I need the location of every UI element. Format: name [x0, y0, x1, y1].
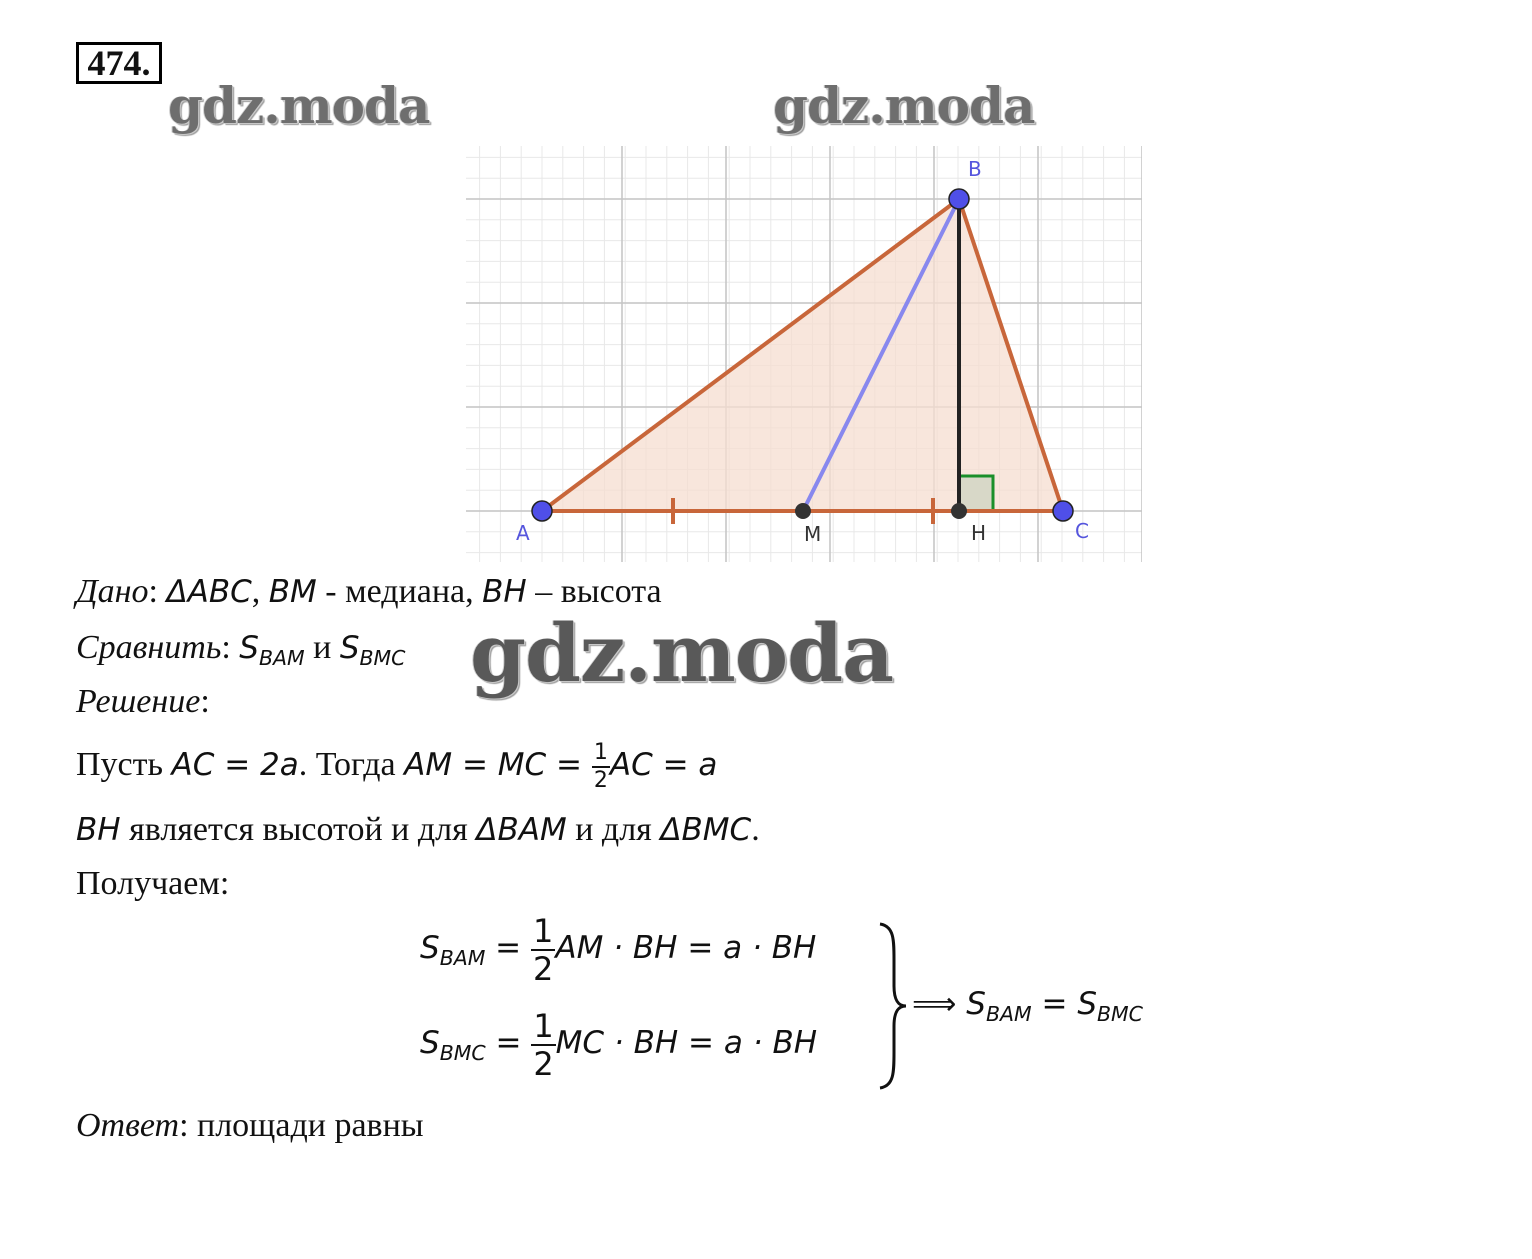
given-median-seg: BM: [268, 574, 317, 610]
right-brace: [872, 920, 912, 1092]
area-bam: $S_{BAM}$: [239, 630, 305, 671]
compare-conj: и: [304, 629, 340, 666]
point-a: [532, 501, 552, 521]
eq-half-ac: AC = a: [609, 746, 718, 783]
compare-line: [76, 628, 405, 678]
height-line: [76, 810, 760, 850]
result-equation: ⟹ $S_{BAM} = S_{BMC}$: [912, 986, 1143, 1027]
solution-colon: :: [200, 683, 210, 720]
problem-number: 474.: [76, 42, 162, 84]
triangle-diagram: [466, 146, 1142, 562]
let-line: [76, 742, 717, 792]
compare-colon: :: [221, 629, 240, 666]
given-height-text: – высота: [526, 573, 662, 610]
label-b: B: [968, 157, 982, 181]
given-label: Дано: [76, 573, 149, 610]
answer-label: Ответ: [76, 1107, 180, 1144]
triangle-bam: ΔBAM: [476, 812, 567, 848]
solution-label: Решение: [76, 683, 201, 720]
label-a: A: [516, 521, 530, 545]
answer-colon: :: [179, 1107, 198, 1144]
compare-label: Сравнить: [76, 629, 222, 666]
triangle-bmc: ΔBMC: [660, 812, 752, 848]
point-b: [949, 189, 969, 209]
triangle-fill: [542, 199, 1063, 511]
fraction-half: $\frac{1}{2}$: [593, 740, 608, 793]
height-text-2: и для: [566, 811, 661, 848]
eq-ac: AC = 2a: [171, 746, 299, 783]
label-h: H: [971, 521, 987, 545]
given-median-text: - медиана,: [316, 573, 483, 610]
height-end: .: [751, 811, 760, 848]
answer-text: площади равны: [197, 1107, 424, 1144]
point-m: [795, 503, 811, 519]
seg-bh: BH: [76, 812, 121, 848]
label-c: C: [1075, 519, 1089, 543]
then-text: . Тогда: [298, 745, 405, 783]
equation-bmc: $S_{BMC}$ = $\frac{1}{2}$ MC · BH = a · BH: [420, 1007, 818, 1083]
eq-am-mc: AM = MC =: [404, 746, 592, 783]
height-text-1: является высотой и для: [120, 811, 477, 848]
watermark: gdz.moda: [773, 76, 1035, 135]
watermark: gdz.moda: [470, 606, 893, 700]
label-m: M: [804, 522, 822, 546]
given-triangle: ΔABC: [166, 574, 252, 610]
given-sep: ,: [251, 573, 269, 610]
point-c: [1053, 501, 1073, 521]
fraction-half: $\frac{1}{2}$: [533, 912, 554, 988]
let-prefix: Пусть: [76, 745, 172, 783]
watermark: gdz.moda: [168, 76, 430, 135]
equation-bam: $S_{BAM}$ = $\frac{1}{2}$ AM · BH = a · BH: [420, 912, 817, 988]
fraction-half: $\frac{1}{2}$: [533, 1007, 554, 1083]
given-colon: :: [148, 573, 167, 610]
area-bmc: $S_{BMC}$: [339, 630, 406, 671]
answer-line: [76, 1106, 424, 1146]
point-h: [951, 503, 967, 519]
given-height-seg: BH: [482, 574, 527, 610]
obtain-line: Получаем:: [76, 865, 230, 902]
solution-line: [76, 682, 210, 722]
